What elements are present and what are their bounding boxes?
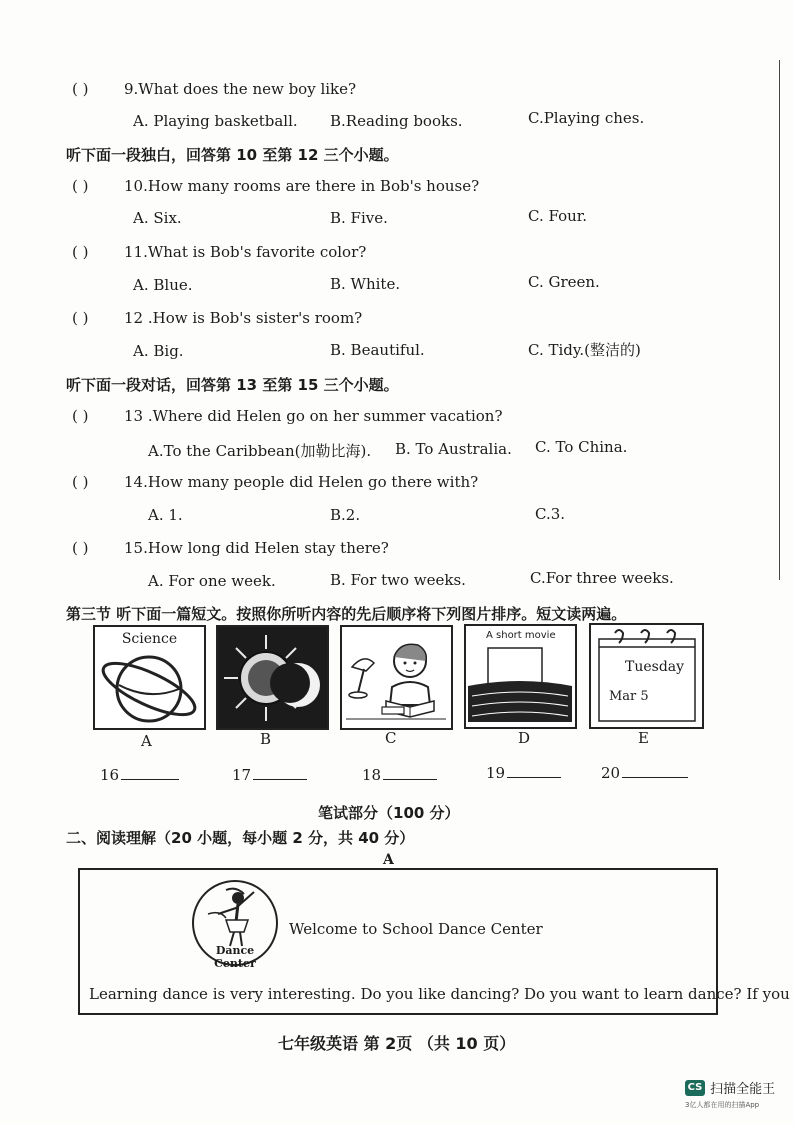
option-a: A. Playing basketball. bbox=[133, 112, 298, 130]
written-part-title: 笔试部分（100 分） bbox=[318, 804, 460, 822]
sun-moon-icon bbox=[218, 627, 327, 728]
picture-letter-c: C bbox=[385, 729, 397, 747]
picture-caption: A short movie bbox=[486, 630, 556, 641]
question-14 bbox=[72, 473, 478, 491]
picture-a-science bbox=[93, 625, 206, 730]
blank-number: 20 bbox=[601, 764, 621, 782]
option-a: A. Big. bbox=[133, 342, 184, 360]
passage-text: Learning dance is very interesting. Do you like dancing? Do you want to learn dance? If you bbox=[89, 985, 790, 1003]
question-stem: 13 .Where did Helen go on her summer vacation? bbox=[124, 407, 503, 425]
blank-20[interactable] bbox=[601, 764, 688, 782]
picture-e-calendar bbox=[589, 623, 704, 729]
option-b: B. Beautiful. bbox=[330, 341, 425, 359]
answer-paren[interactable]: ( ) bbox=[72, 539, 89, 557]
question-15 bbox=[72, 539, 389, 557]
answer-paren[interactable]: ( ) bbox=[72, 80, 89, 98]
blank-number: 16 bbox=[100, 766, 120, 784]
option-c: C.3. bbox=[535, 505, 566, 523]
option-b: B. White. bbox=[330, 275, 401, 293]
scanner-tagline: 3亿人都在用的扫描App bbox=[685, 1101, 760, 1109]
logo-text: Dance Center bbox=[214, 944, 256, 970]
passage-letter: A bbox=[383, 852, 394, 868]
section-3-heading: 第三节 听下面一篇短文。按照你所听内容的先后顺序将下列图片排序。短文读两遍。 bbox=[66, 605, 627, 623]
question-stem: 9.What does the new boy like? bbox=[124, 80, 357, 98]
picture-d-movie bbox=[464, 624, 577, 729]
question-13 bbox=[72, 407, 503, 425]
option-b: B. To Australia. bbox=[395, 440, 512, 458]
option-b: B. Five. bbox=[330, 209, 388, 227]
welcome-heading: Welcome to School Dance Center bbox=[289, 920, 543, 938]
question-stem: 15.How long did Helen stay there? bbox=[124, 539, 389, 557]
option-c: C.Playing ches. bbox=[528, 109, 645, 127]
picture-c-study bbox=[340, 625, 453, 730]
option-c: C. Four. bbox=[528, 207, 588, 225]
option-c: C. Tidy.(整洁的) bbox=[528, 341, 641, 359]
option-c: C. Green. bbox=[528, 273, 600, 291]
blank-number: 19 bbox=[486, 764, 506, 782]
question-10 bbox=[72, 177, 479, 195]
option-a: A. Blue. bbox=[133, 276, 193, 294]
option-a: A. 1. bbox=[148, 506, 183, 524]
section-heading-10-12: 听下面一段独白，回答第 10 至第 12 三个小题。 bbox=[66, 146, 399, 164]
option-a: A. Six. bbox=[133, 209, 182, 227]
section-heading-13-15: 听下面一段对话，回答第 13 至第 15 三个小题。 bbox=[66, 376, 399, 394]
passage-box bbox=[78, 868, 790, 1015]
reading-section-title: 二、阅读理解（20 小题，每小题 2 分，共 40 分） bbox=[66, 829, 415, 847]
picture-b-sun-moon bbox=[216, 625, 329, 730]
question-stem: 10.How many rooms are there in Bob's house? bbox=[124, 177, 480, 195]
question-9 bbox=[72, 80, 356, 98]
answer-paren[interactable]: ( ) bbox=[72, 177, 89, 195]
page-footer: 七年级英语 第 2页 （共 10 页） bbox=[278, 1034, 516, 1053]
page-edge bbox=[779, 60, 794, 580]
blank-number: 17 bbox=[232, 766, 252, 784]
scanner-watermark bbox=[685, 1077, 775, 1110]
dance-center-logo bbox=[192, 880, 278, 970]
boy-studying-icon bbox=[342, 627, 451, 728]
option-b: B. For two weeks. bbox=[330, 571, 466, 589]
blank-17[interactable] bbox=[232, 766, 307, 784]
option-a: A.To the Caribbean(加勒比海). bbox=[148, 442, 372, 460]
option-c: C.For three weeks. bbox=[530, 569, 674, 587]
answer-paren[interactable]: ( ) bbox=[72, 309, 89, 327]
question-stem: 11.What is Bob's favorite color? bbox=[124, 243, 367, 261]
blank-18[interactable] bbox=[362, 766, 437, 784]
calendar-date: Mar 5 bbox=[609, 689, 649, 704]
scanner-name: 扫描全能王 bbox=[710, 1082, 776, 1097]
question-12 bbox=[72, 309, 362, 327]
picture-letter-a: A bbox=[141, 732, 152, 750]
planet-icon bbox=[95, 649, 204, 729]
answer-paren[interactable]: ( ) bbox=[72, 473, 89, 491]
picture-letter-d: D bbox=[518, 729, 531, 747]
picture-letter-b: B bbox=[260, 730, 272, 748]
blank-16[interactable] bbox=[100, 766, 179, 784]
option-b: B.Reading books. bbox=[330, 112, 463, 130]
picture-letter-e: E bbox=[638, 729, 649, 747]
calendar-icon bbox=[591, 625, 702, 727]
option-b: B.2. bbox=[330, 506, 361, 524]
cs-logo-icon: CS bbox=[685, 1080, 705, 1096]
answer-paren[interactable]: ( ) bbox=[72, 243, 89, 261]
question-11 bbox=[72, 243, 366, 261]
option-c: C. To China. bbox=[535, 438, 628, 456]
blank-number: 18 bbox=[362, 766, 382, 784]
option-a: A. For one week. bbox=[148, 572, 276, 590]
blank-19[interactable] bbox=[486, 764, 561, 782]
picture-caption: Science bbox=[121, 631, 178, 647]
cinema-icon bbox=[466, 626, 575, 727]
answer-paren[interactable]: ( ) bbox=[72, 407, 89, 425]
calendar-day: Tuesday bbox=[625, 659, 685, 675]
question-stem: 14.How many people did Helen go there with? bbox=[124, 473, 479, 491]
question-stem: 12 .How is Bob's sister's room? bbox=[124, 309, 363, 327]
